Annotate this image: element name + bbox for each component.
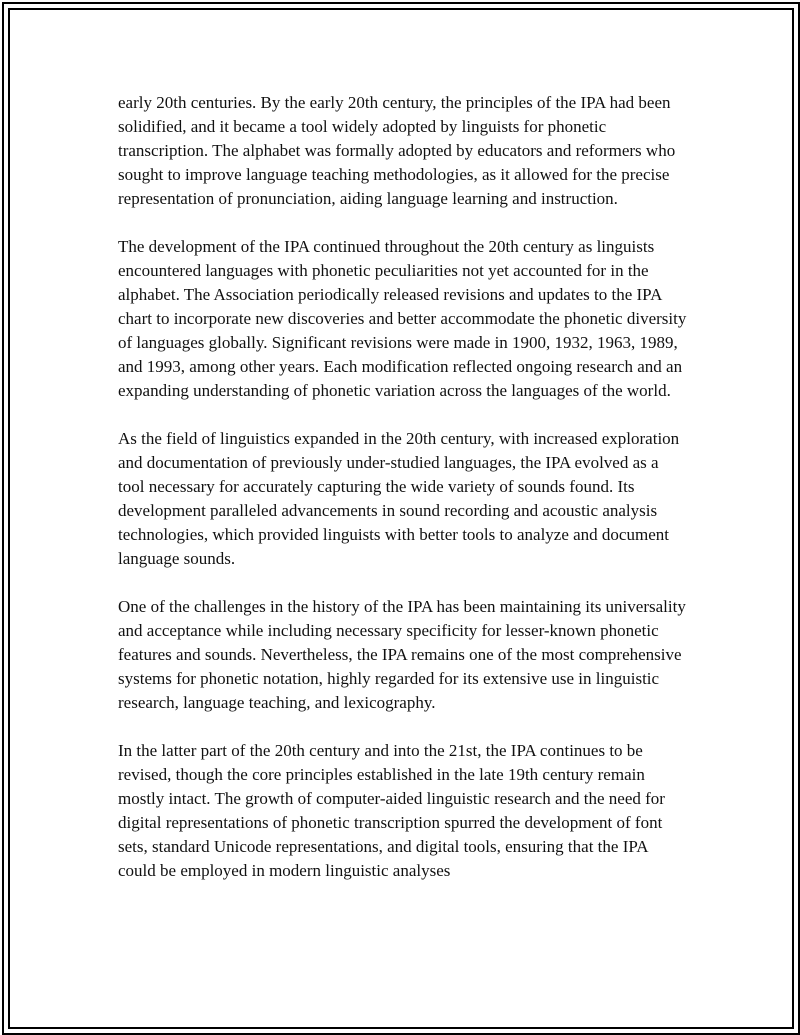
paragraph-4: One of the challenges in the history of the IPA has been maintaining its universality and acceptance while including necessary specificity for lesser-known phonetic features and sounds. Nevertheless, the IPA remains one of the most comprehensive systems for phonetic notation, highly regarded for its extensive use in linguistic research, language teaching, and lexicography. [118,597,686,712]
paragraph-1: early 20th centuries. By the early 20th century, the principles of the IPA had been solidified, and it became a tool widely adopted by linguists for phonetic transcription. The alphabet was formally adopted by educators and reformers who sought to improve language teaching methodologies, as it allowed for the precise representation of pronunciation, aiding language learning and instruction. [118,93,676,208]
paragraph-2: The development of the IPA continued throughout the 20th century as linguists encountered languages with phonetic peculiarities not yet accounted for in the alphabet. The Association periodically released revisions and updates to the IPA chart to incorporate new discoveries and better accommodate the phonetic diversity of languages globally. Significant revisions were made in 1900, 1932, 1963, 1989, and 1993, among other years. Each modification reflected ongoing research and an expanding understanding of phonetic variation across the languages of the world. [118,237,687,400]
paragraph-3: As the field of linguistics expanded in the 20th century, with increased exploration and documentation of previously under-studied languages, the IPA evolved as a tool necessary for accurately capturing the wide variety of sounds found. Its development paralleled advancements in sound recording and acoustic analysis technologies, which provided linguists with better tools to analyze and document language sounds. [118,429,680,568]
document-body [118,91,688,907]
paragraph-5: In the latter part of the 20th century and into the 21st, the IPA continues to be revised, though the core principles established in the late 19th century remain mostly intact. The growth of computer-aided linguistic research and the need for digital representations of phonetic transcription spurred the development of font sets, standard Unicode representations, and digital tools, ensuring that the IPA could be employed in modern linguistic analyses [118,741,665,880]
